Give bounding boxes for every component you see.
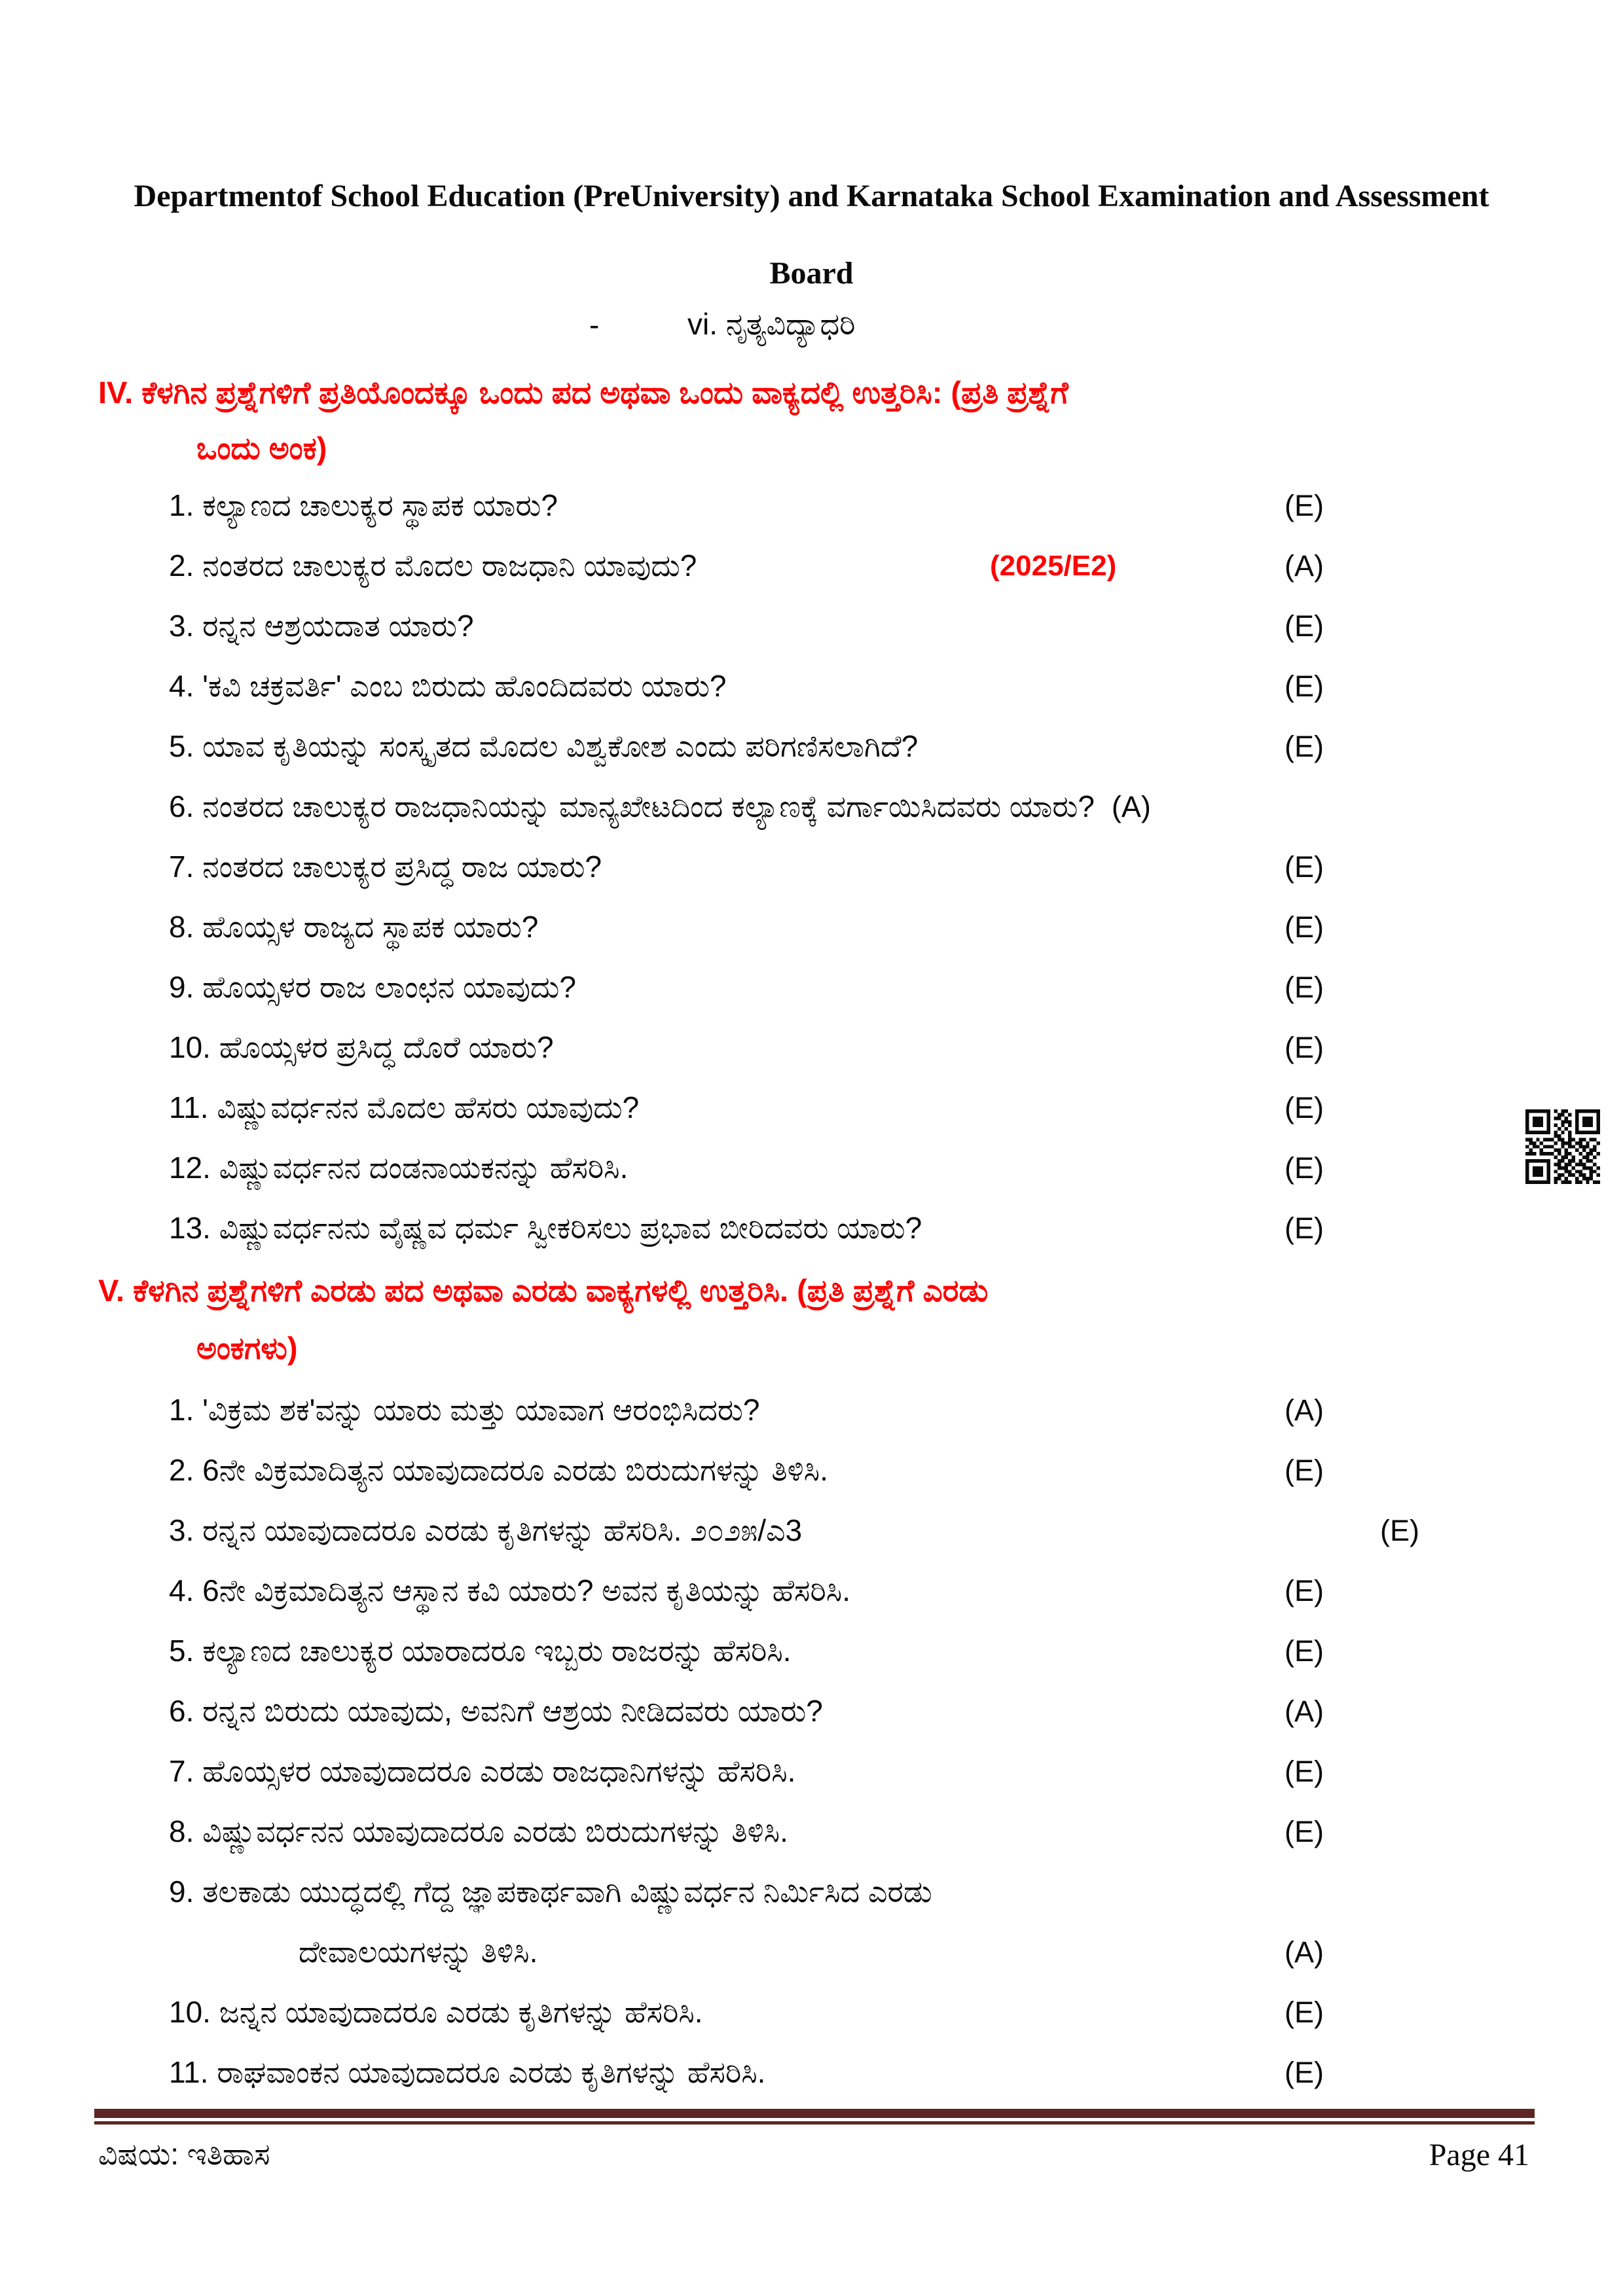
document-title-line2: Board	[769, 256, 854, 291]
score-marker: (E)	[1285, 1574, 1324, 1607]
subtitle-row	[0, 301, 1623, 348]
section-v-heading-line2: ಅಂಕಗಳು)	[196, 1330, 298, 1365]
footer-subject: ವಿಷಯ: ಇತಿಹಾಸ	[98, 2137, 270, 2171]
question-text: 13. ವಿಷ್ಣುವರ್ಧನನು ವೈಷ್ಣವ ಧರ್ಮ ಸ್ವೀಕರಿಸಲು ಪ್ರಭಾವ ಬೀರಿದವರು ಯಾರು?	[169, 1211, 922, 1245]
question-row	[0, 897, 1623, 958]
footer-divider-thick	[94, 2109, 1535, 2118]
section-iv-heading-line1: IV. ಕೆಳಗಿನ ಪ್ರಶ್ನೆಗಳಿಗೆ ಪ್ರತಿಯೊಂದಕ್ಕೂ ಒಂದು ಪದ ಅಥವಾ ಒಂದು ವಾಕ್ಯದಲ್ಲಿ ಉತ್ತರಿಸಿ: (ಪ್ರತಿ ಪ್ರಶ್ನೆಗೆ	[98, 374, 1068, 410]
question-text: 7. ಹೊಯ್ಸಳರ ಯಾವುದಾದರೂ ಎರಡು ರಾಜಧಾನಿಗಳನ್ನು ಹೆಸರಿಸಿ.	[169, 1754, 796, 1788]
question-row-continuation	[0, 1922, 1623, 1982]
score-marker: (E)	[1285, 1454, 1324, 1487]
question-text: 8. ಹೊಯ್ಸಳ ರಾಜ್ಯದ ಸ್ಥಾಪಕ ಯಾರು?	[169, 910, 539, 944]
score-marker: (E)	[1285, 489, 1324, 522]
question-row	[0, 1380, 1623, 1441]
section-iv-heading-line2: ಒಂದು ಅಂಕ)	[196, 430, 327, 465]
score-marker: (A)	[1285, 1695, 1324, 1728]
question-text: 3. ರನ್ನನ ಯಾವುದಾದರೂ ಎರಡು ಕೃತಿಗಳನ್ನು ಹೆಸರಿಸಿ. ೨೦೨೫/ಎ3	[169, 1513, 803, 1547]
score-marker: (E)	[1285, 609, 1324, 643]
score-marker: (E)	[1285, 910, 1324, 944]
score-marker: (A)	[1285, 1935, 1324, 1969]
question-row	[0, 476, 1623, 536]
question-text: 12. ವಿಷ್ಣುವರ್ಧನನ ದಂಡನಾಯಕನನ್ನು ಹೆಸರಿಸಿ.	[169, 1151, 629, 1185]
question-text: 5. ಯಾವ ಕೃತಿಯನ್ನು ಸಂಸ್ಕೃತದ ಮೊದಲ ವಿಶ್ವಕೋಶ ಎಂದು ಪರಿಗಣಿಸಲಾಗಿದೆ?	[169, 729, 919, 763]
question-text: 9. ಹೊಯ್ಸಳರ ರಾಜ ಲಾಂಛನ ಯಾವುದು?	[169, 970, 576, 1004]
subtitle-text: vi. ನೃತ್ಯವಿದ್ಯಾಧರಿ	[687, 307, 856, 341]
footer-page-number: Page 41	[1429, 2137, 1529, 2172]
question-row	[0, 656, 1623, 717]
question-text: 2. 6ನೇ ವಿಕ್ರಮಾದಿತ್ಯನ ಯಾವುದಾದರೂ ಎರಡು ಬಿರುದುಗಳನ್ನು ತಿಳಿಸಿ.	[169, 1453, 828, 1487]
subtitle-dash: -	[589, 308, 600, 342]
year-tag: (2025/E2)	[990, 550, 1117, 582]
score-marker: (E)	[1285, 1996, 1324, 2029]
question-text: 6. ರನ್ನನ ಬಿರುದು ಯಾವುದು, ಅವನಿಗೆ ಆಶ್ರಯ ನೀಡಿದವರು ಯಾರು?	[169, 1694, 823, 1728]
question-row	[0, 1441, 1623, 1501]
question-row	[0, 2043, 1623, 2103]
question-row	[0, 1802, 1623, 1862]
question-row	[0, 958, 1623, 1018]
score-marker: (E)	[1285, 971, 1324, 1004]
question-text: 2. ನಂತರದ ಚಾಲುಕ್ಯರ ಮೊದಲ ರಾಜಧಾನಿ ಯಾವುದು?	[169, 548, 697, 583]
score-marker: (E)	[1285, 1634, 1324, 1668]
question-text: 9. ತಲಕಾಡು ಯುದ್ಧದಲ್ಲಿ ಗೆದ್ದ ಜ್ಞಾಪಕಾರ್ಥವಾಗಿ ವಿಷ್ಣುವರ್ಧನ ನಿರ್ಮಿಸಿದ ಎರಡು	[169, 1874, 932, 1909]
score-marker: (E)	[1285, 1031, 1324, 1064]
question-row	[0, 1018, 1623, 1078]
question-row	[0, 1561, 1623, 1621]
section-v-heading-line1: V. ಕೆಳಗಿನ ಪ್ರಶ್ನೆಗಳಿಗೆ ಎರಡು ಪದ ಅಥವಾ ಎರಡು ವಾಕ್ಯಗಳಲ್ಲಿ ಉತ್ತರಿಸಿ. (ಪ್ರತಿ ಪ್ರಶ್ನೆಗೆ ಎರಡು	[98, 1272, 989, 1308]
question-row	[0, 1138, 1623, 1198]
question-text: 1. ಕಲ್ಯಾಣದ ಚಾಲುಕ್ಯರ ಸ್ಥಾಪಕ ಯಾರು?	[169, 488, 558, 522]
question-text: 1. 'ವಿಕ್ರಮ ಶಕ'ವನ್ನು ಯಾರು ಮತ್ತು ಯಾವಾಗ ಆರಂಭಿಸಿದರು?	[169, 1393, 760, 1427]
score-marker: (E)	[1285, 1815, 1324, 1848]
question-text: 4. 'ಕವಿ ಚಕ್ರವರ್ತಿ' ಎಂಬ ಬಿರುದು ಹೊಂದಿದವರು ಯಾರು?	[169, 669, 727, 703]
question-text: 8. ವಿಷ್ಣುವರ್ಧನನ ಯಾವುದಾದರೂ ಎರಡು ಬಿರುದುಗಳನ್ನು ತಿಳಿಸಿ.	[169, 1814, 788, 1848]
score-marker: (E)	[1285, 670, 1324, 703]
question-row	[0, 1621, 1623, 1681]
question-row	[0, 536, 1623, 596]
question-text: 11. ರಾಘವಾಂಕನ ಯಾವುದಾದರೂ ಎರಡು ಕೃತಿಗಳನ್ನು ಹೆಸರಿಸಿ.	[169, 2055, 766, 2089]
question-text: 4. 6ನೇ ವಿಕ್ರಮಾದಿತ್ಯನ ಆಸ್ಥಾನ ಕವಿ ಯಾರು? ಅವನ ಕೃತಿಯನ್ನು ಹೆಸರಿಸಿ.	[169, 1573, 850, 1607]
score-marker: (A)	[1285, 1393, 1324, 1427]
score-marker: (A)	[1111, 790, 1151, 823]
score-marker: (E)	[1285, 1091, 1324, 1124]
question-row	[0, 1501, 1623, 1561]
score-marker: (E)	[1285, 1755, 1324, 1788]
question-text: 10. ಹೊಯ್ಸಳರ ಪ್ರಸಿದ್ಧ ದೊರೆ ಯಾರು?	[169, 1030, 554, 1064]
question-text: 3. ರನ್ನನ ಆಶ್ರಯದಾತ ಯಾರು?	[169, 609, 474, 643]
score-marker: (A)	[1285, 549, 1324, 583]
question-row	[0, 1742, 1623, 1802]
question-row	[0, 1862, 1623, 1922]
question-text: 11. ವಿಷ್ಣುವರ್ಧನನ ಮೊದಲ ಹೆಸರು ಯಾವುದು?	[169, 1090, 640, 1124]
score-marker: (E)	[1285, 730, 1324, 763]
footer-divider-thin	[94, 2121, 1535, 2125]
score-marker: (E)	[1285, 1211, 1324, 1245]
score-marker: (E)	[1380, 1514, 1419, 1547]
score-marker: (E)	[1285, 850, 1324, 884]
question-text: 10. ಜನ್ನನ ಯಾವುದಾದರೂ ಎರಡು ಕೃತಿಗಳನ್ನು ಹೆಸರಿಸಿ.	[169, 1995, 703, 2029]
question-row	[0, 596, 1623, 656]
qr-code-icon	[1525, 1109, 1600, 1184]
score-marker: (E)	[1285, 2056, 1324, 2089]
score-marker: (E)	[1285, 1151, 1324, 1185]
question-row	[0, 1681, 1623, 1742]
document-title-line1: Departmentof School Education (PreUniversity) and Karnataka School Examination and Assessment	[134, 179, 1489, 213]
question-text: 6. ನಂತರದ ಚಾಲುಕ್ಯರ ರಾಜಧಾನಿಯನ್ನು ಮಾನ್ಯಖೇಟದಿಂದ ಕಲ್ಯಾಣಕ್ಕೆ ವರ್ಗಾಯಿಸಿದವರು ಯಾರು? (A)	[169, 789, 1151, 823]
question-row	[0, 837, 1623, 897]
question-row	[0, 777, 1623, 837]
question-text-continuation: ದೇವಾಲಯಗಳನ್ನು ತಿಳಿಸಿ.	[299, 1935, 538, 1969]
question-row	[0, 1078, 1623, 1138]
question-row	[0, 717, 1623, 777]
question-text: 7. ನಂತರದ ಚಾಲುಕ್ಯರ ಪ್ರಸಿದ್ಧ ರಾಜ ಯಾರು?	[169, 850, 602, 884]
question-text: 5. ಕಲ್ಯಾಣದ ಚಾಲುಕ್ಯರ ಯಾರಾದರೂ ಇಬ್ಬರು ರಾಜರನ್ನು ಹೆಸರಿಸಿ.	[169, 1634, 792, 1668]
question-row	[0, 1198, 1623, 1259]
question-row	[0, 1982, 1623, 2043]
